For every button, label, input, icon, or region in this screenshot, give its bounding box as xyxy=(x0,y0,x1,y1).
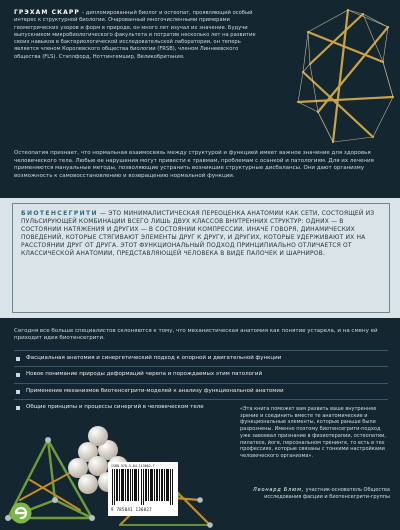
definition-body: — ЭТО МИНИМАЛИСТИЧЕСКАЯ ПЕРЕОЦЕНКА АНАТОМИИ КАК СЕТИ, СОСТОЯЩЕЙ ИЗ ПУЛЬСИРУЮЩЕЙ КОМБИНАЦИИ ВСЕГО ЛИШЬ ДВУХ КЛАССОВ ВНУТРЕННИХ СТРУКТУР: ОДНИХ — В СОСТОЯНИИ НАТЯЖЕНИЯ И ДРУГИХ — В СОСТОЯНИИ КОМПРЕССИИ. ИНАЧЕ ГОВОРЯ, ДИНАМИЧЕСКИХ ПОВЕДЕНИЙ, КОТОРЫЕ СТЯГИВАЮТ ЭЛЕМЕНТЫ ДРУГ К ДРУГУ, И ДРУГИХ, КОТОРЫЕ УДЕРЖИВАЮТ ИХ НА РАССТОЯНИИ ДРУГ ОТ ДРУГА. ЭТОТ ФУНКЦИОНАЛЬНЫЙ ПОДХОД ПРИНЦИПИАЛЬНО ОТЛИЧАЕТСЯ ОТ КЛАССИЧЕСКОЙ АНАТОМИИ, ПРЕДСТАВЛЯЮЩЕЙ ЧЕЛОВЕКА В ВИДЕ ПАЛОЧЕК И ШАРНИРОВ. xyxy=(21,210,375,258)
eksmo-logo-icon xyxy=(10,502,32,524)
tensegrity-icosahedron-icon xyxy=(288,2,400,150)
author-bio-text: – дипломированный биолог и остеопат, проявляющий особый интерес к структурной биологии. Очарованный многочисленными примерами геометрических узоров и форм в природе, он много лет изучал их значение. Будучи выпускником микробиологического факультета и потратив несколько лет на развитие своих навыков в бактериологической исследовательской лаборатории, он теперь является членом Королевского общества биологии (FRSB), членом Линнеевского общества (FLS). Стэплфорд, Ноттингемшир, Великобритания. xyxy=(14,10,256,60)
list-item: Новое понимание природы деформаций черепа и порождаемых этим патологий xyxy=(14,366,388,382)
barcode-bars xyxy=(111,469,175,505)
author-bio xyxy=(14,9,266,61)
list-item: Фасциальная анатомия и синергетический подход к опорной и двигательной функции xyxy=(14,350,388,366)
quote-author-name: Леонард Блюм, xyxy=(253,487,305,493)
quote-author xyxy=(240,487,390,500)
list-item: Применение механизмов биотенсегрити-моделей к анализу функциональной анатомии xyxy=(14,383,388,399)
definition-frame xyxy=(12,203,390,313)
quote-text: «Эта книга поможет вам развить ваше внутреннее зрение и соединить вместе те анатомические и функциональные элементы, которые раньше были разрознены. Именно поэтому биотенсегрити-подход уже завоевал признание в физиотерапии, остеопатии, пилатесе, йоге, персональном тренинге, то есть в тех профессиях, которые связаны с тонкими настройками человеческого организма». xyxy=(240,406,386,459)
barcode-digits: 9 785041 136027 xyxy=(111,507,152,512)
barcode xyxy=(108,462,178,516)
intro-paragraph: Сегодня все больше специалистов склоняются к тому, что механистическая анатомия как понятие устарела, и на смену ей приходит идея биотенсегрити. xyxy=(14,328,378,342)
definition-text xyxy=(21,210,383,259)
quote-author-role: участник-основатель Общества исследования фасции и биотенсегрити-группы xyxy=(264,487,390,500)
author-name: ГРЭХАМ СКАРР xyxy=(14,9,80,16)
definition-band xyxy=(0,198,400,318)
isbn-text: ISBN 978-5-04-113602-7 xyxy=(111,464,155,468)
osteopathy-paragraph: Остеопатия признает, что нормальная взаимосвязь между структурой и функцией имеет важное значение для здоровья человеческого тела. Любые ее нарушения могут привести к травмам, проблемам с осанкой и патологиям. Для их лечения применяются мануальные методы, позволяющие устранить возникшие структурные дисбалансы. Они дают организму возможность к самовосстановлению и возвращению нормальной функции. xyxy=(14,150,374,179)
definition-term: БИОТЕНСЕГРИТИ xyxy=(21,210,98,217)
list-item: Общие принципы и процессы синергий в человеческом теле xyxy=(14,399,388,415)
